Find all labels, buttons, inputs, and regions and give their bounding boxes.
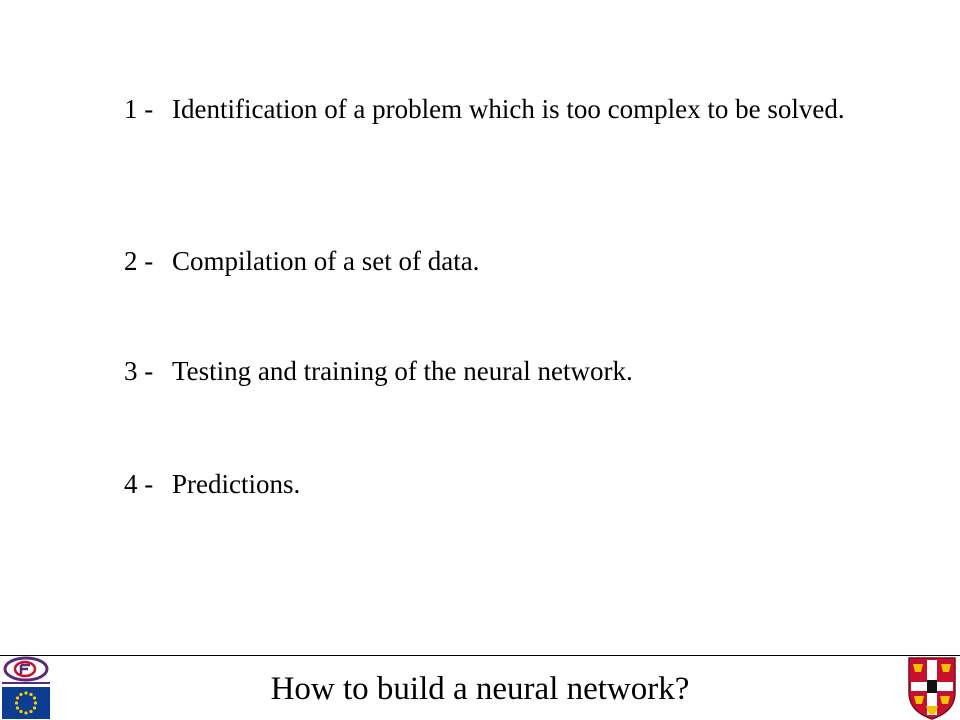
step-2-number: 2 -	[124, 246, 154, 276]
marie-curie-logo-icon	[0, 656, 52, 720]
step-2-text: Compilation of a set of data.	[172, 246, 480, 276]
footer-title: How to build a neural network?	[270, 671, 690, 707]
step-3-number: 3 -	[124, 356, 154, 386]
coat-of-arms-icon	[906, 656, 958, 720]
footer-divider	[0, 655, 960, 656]
step-4-text: Predictions.	[172, 469, 301, 499]
step-4-number: 4 -	[124, 469, 154, 499]
step-3-text: Testing and training of the neural network.	[172, 356, 633, 386]
step-1-number: 1 -	[124, 94, 154, 124]
step-1-text: Identification of a problem which is too complex to be solved.	[172, 94, 845, 124]
